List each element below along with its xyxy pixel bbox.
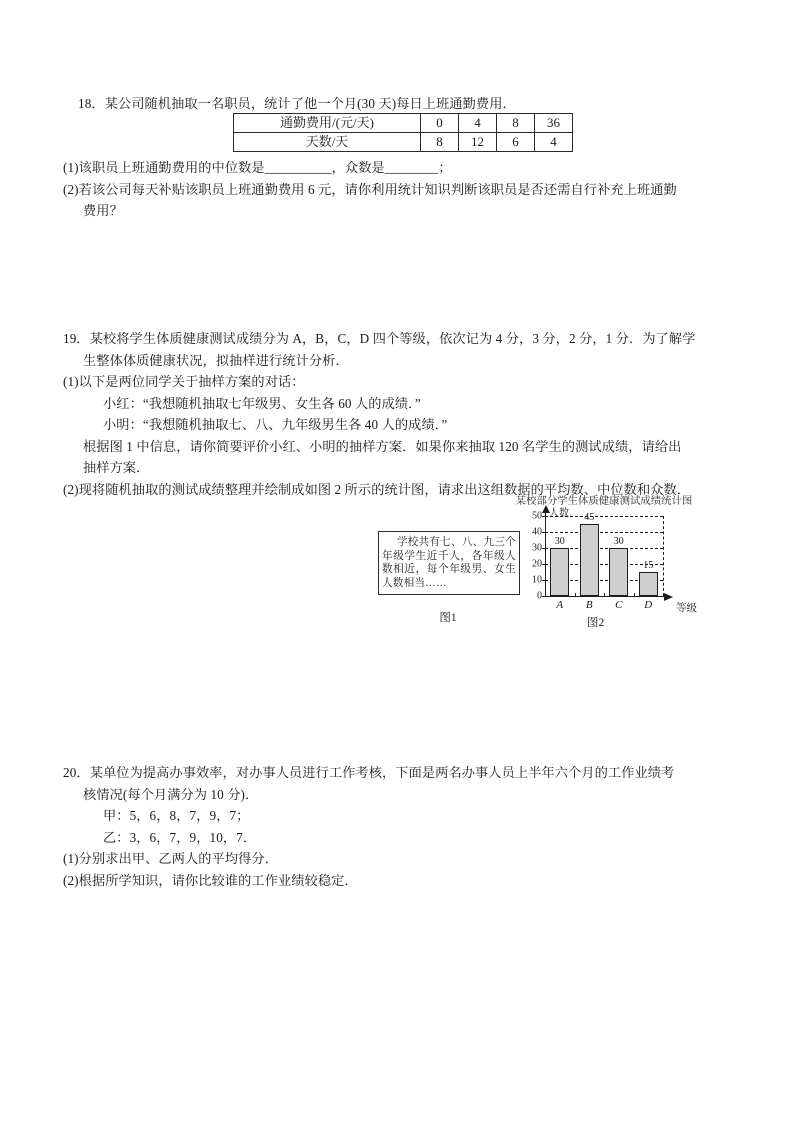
question-18 <box>78 93 738 115</box>
table-cell: 4 <box>535 133 573 152</box>
y-tick-label: 40 <box>532 526 542 538</box>
q19-sub1-line2: 根据图 1 中信息，请你简要评价小红、小明的抽样方案．如果你来抽取 120 名学生的测试成绩，请给出 <box>83 438 682 454</box>
chart-plot-area <box>504 508 714 613</box>
table-cell: 8 <box>421 133 459 152</box>
y-tick-label: 10 <box>532 574 542 586</box>
x-tick-mark <box>575 593 576 596</box>
table-cell: 6 <box>497 133 535 152</box>
q20-data-yi: 乙：3，6，7，9，10，7． <box>103 829 257 845</box>
x-category-label: B <box>585 599 593 611</box>
table-row <box>234 133 573 152</box>
q19-dialog-xiaoming: 小明：“我想随机抽取七、八、九年级男生各 40 人的成绩．” <box>103 417 448 432</box>
q18-sub2-line2: 费用？ <box>83 203 123 218</box>
y-tick-label: 30 <box>532 542 542 554</box>
table-row <box>234 114 573 133</box>
y-axis <box>545 512 546 597</box>
table-cell: 36 <box>535 114 573 133</box>
q20-sub1: (1)分别求出甲、乙两人的平均得分． <box>63 851 278 866</box>
bar-value-label: 15 <box>643 560 654 571</box>
figure-1-caption: 图1 <box>439 612 457 625</box>
table-cell: 通勤费用/(元/天) <box>234 114 421 133</box>
x-tick-mark <box>634 593 635 596</box>
bar-value-label: 30 <box>613 536 624 547</box>
q19-sub1-line3: 抽样方案． <box>83 460 150 475</box>
gridline <box>545 532 663 533</box>
commute-fee-table <box>233 113 573 152</box>
q18-table-wrapper <box>233 113 573 152</box>
bar-c <box>609 548 628 596</box>
figure-2-caption: 图2 <box>587 617 605 629</box>
q18-sub1: (1)该职员上班通勤费用的中位数是__________，众数是________； <box>63 160 452 175</box>
bar-d <box>639 572 658 596</box>
bar-value-label: 30 <box>554 536 565 547</box>
bar-value-label: 45 <box>584 512 595 523</box>
x-tick-mark <box>663 593 664 596</box>
table-cell: 4 <box>459 114 497 133</box>
x-axis-label: 等级 <box>676 603 697 614</box>
bar-a <box>550 548 569 596</box>
q18-stem <box>78 93 738 115</box>
bar-b <box>580 524 599 596</box>
y-tick-label: 20 <box>532 558 542 570</box>
table-cell: 12 <box>459 133 497 152</box>
q19-stem-line1 <box>63 328 763 350</box>
q19-sub2: (2)现将随机抽取的测试成绩整理并绘制成如图 2 所示的统计图，请求出这组数据的平均数、中位数和众数． <box>63 481 691 497</box>
q20-sub2: (2)根据所学知识，请你比较谁的工作业绩较稳定． <box>63 872 358 888</box>
chart-title: 某校部分学生体质健康测试成绩统计图 <box>515 496 693 507</box>
y-tick-label: 50 <box>532 510 542 522</box>
table-cell: 0 <box>421 114 459 133</box>
q20-number: 20． <box>63 765 90 780</box>
x-tick-mark <box>604 593 605 596</box>
q20-stem-line2: 核情况(每个月满分为 10 分)． <box>83 786 259 802</box>
q19-sub1: (1)以下是两位同学关于抽样方案的对话： <box>63 374 305 389</box>
chart-right-border <box>663 516 664 596</box>
q19-stem-line2: 生整体体质健康状况，拟抽样进行统计分析． <box>83 352 349 368</box>
figure-1 <box>378 531 520 625</box>
figure-2-bar-chart <box>504 492 714 627</box>
q20-stem-line1 <box>63 762 763 784</box>
x-category-label: D <box>644 599 653 611</box>
y-tick-mark <box>542 596 545 597</box>
q18-number: 18． <box>78 96 105 111</box>
table-cell: 天数/天 <box>234 133 421 152</box>
x-category-label: A <box>556 599 564 611</box>
gridline <box>545 516 663 517</box>
table-cell: 8 <box>497 114 535 133</box>
question-20 <box>63 762 763 891</box>
q18-stem-text: 某公司随机抽取一名职员，统计了他一个月(30 天)每日上班通勤费用． <box>104 96 516 111</box>
q19-stem-text: 某校将学生体质健康测试成绩分为 A，B，C，D 四个等级，依次记为 4 分，3 分，2 分，1 分．为了解学 <box>89 331 696 346</box>
x-category-label: C <box>615 599 623 611</box>
q18-sub2-line1: (2)若该公司每天补贴该职员上班通勤费用 6 元，请你利用统计知识判断该职员是否还需自行补充上班通勤 <box>63 181 677 197</box>
x-axis-arrow-icon <box>664 593 673 601</box>
y-tick-label: 0 <box>537 590 542 602</box>
question-18-subitems <box>63 157 753 222</box>
q20-stem-text: 某单位为提高办事效率，对办事人员进行工作考核，下面是两名办事人员上半年六个月的工作业绩考 <box>89 765 675 780</box>
q19-dialog-xiaohong: 小红：“我想随机抽取七年级男、女生各 60 人的成绩．” <box>103 395 421 411</box>
question-19 <box>63 328 763 500</box>
q19-number: 19． <box>63 331 90 346</box>
x-axis <box>545 596 666 597</box>
y-axis-label: 人数 <box>549 508 569 519</box>
figure-1-textbox: 学校共有七、八、九三个年级学生近千人，各年级人数相近，每个年级男、女生人数相当…… <box>378 531 520 595</box>
q20-data-jia: 甲：5，6，8，7，9，7； <box>103 808 250 823</box>
